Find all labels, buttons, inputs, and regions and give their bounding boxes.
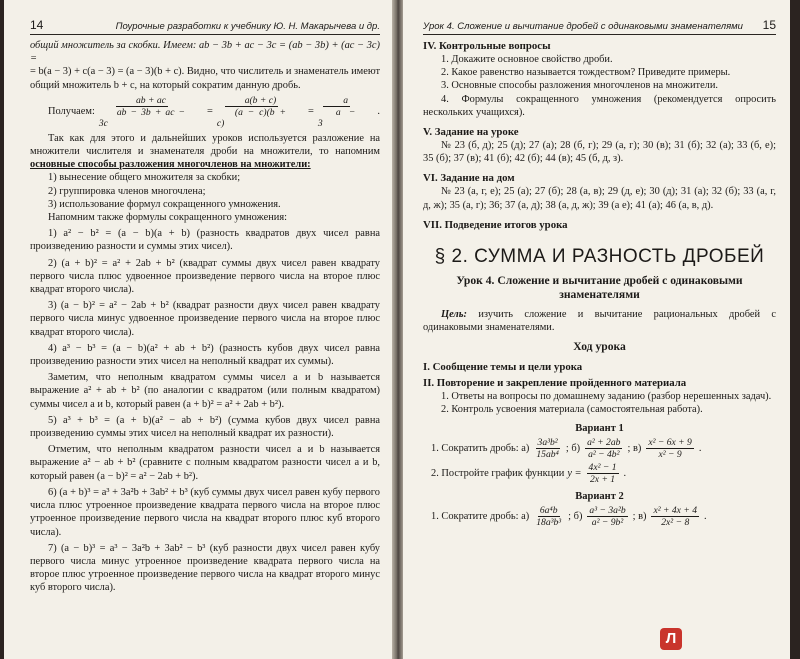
fraction	[534, 505, 563, 528]
denominator: a − 3	[317, 106, 356, 129]
section-heading: I. Сообщение темы и цели урока	[423, 361, 583, 374]
paragraph-emphasis: основные способы разложения многочленов на множители:	[30, 159, 311, 171]
paragraph	[30, 132, 380, 172]
paragraph: Отметим, что неполным квадратом разности чисел a и b называется выражение a² − ab + b² (сравните с полным квадратом разности чисел a и b, который равен (a − b)² = a² − 2ab + b²).	[30, 444, 380, 482]
section-heading: IV. Контрольные вопросы	[423, 40, 551, 52]
left-running-header	[30, 18, 380, 35]
denominator: 2x² − 8	[661, 516, 690, 528]
fraction	[585, 437, 622, 460]
list-item: 3. Основные способы разложения многочленов на множители.	[441, 80, 719, 92]
fraction	[587, 505, 627, 528]
right-page	[403, 0, 790, 659]
fraction	[534, 437, 561, 460]
denominator: 2x + 1	[589, 473, 616, 485]
list-item: 3) использование формул сокращенного умножения.	[48, 198, 281, 210]
variant-heading: Вариант 2	[575, 490, 624, 502]
denominator: a² − 4b²	[588, 448, 620, 460]
fraction	[646, 437, 694, 460]
list-item: 1) вынесение общего множителя за скобки;	[48, 172, 241, 184]
denominator: x² − 9	[658, 448, 682, 460]
numerator: 3a³b²	[537, 436, 558, 448]
formula-item: 6) (a + b)³ = a³ + 3a²b + 3ab² + b³ (куб суммы двух чисел равен кубу первого числа плюс утроенное произведение квадрата первого числа на второе плюс утроенное произведение первого числа на квадрат второго плюс куб второго числа).	[30, 486, 380, 538]
section-heading: V. Задание на уроке	[423, 126, 519, 139]
numerator: a³ − 3a²b	[589, 504, 626, 516]
numerator: ab + ac	[116, 95, 168, 107]
right-page-number: 15	[762, 18, 776, 32]
formula-item: 1) a² − b² = (a − b)(a + b) (разность квадратов двух чисел равна произведению разности и суммы этих чисел).	[30, 228, 380, 253]
list-item: 4. Формулы сокращенного умножения (рекомендуется опросить нескольких учащихся).	[423, 93, 776, 118]
goal-text: изучить сложение и вычитание рациональных дробей с одинаковыми знаменателями.	[423, 308, 776, 334]
exercise	[431, 462, 776, 485]
list-item: 2. Какое равенство называется тождеством? Приведите примеры.	[441, 67, 731, 79]
formula-item: 2) (a + b)² = a² + 2ab + b² (квадрат суммы двух чисел равен квадрату первого числа плюс удвоенное произведение первого числа на второе плюс квадрат второго числа).	[30, 257, 380, 296]
exercise-end: .	[698, 442, 702, 454]
function-lhs: y =	[567, 467, 582, 479]
denominator: 18a³b³	[536, 516, 562, 528]
exercise-end: .	[704, 510, 707, 522]
publisher-logo-icon: Л	[660, 628, 682, 650]
left-page	[4, 0, 392, 659]
variant-heading: Вариант 1	[575, 422, 624, 434]
numerator: x² + 4x + 4	[653, 504, 698, 516]
denominator: ab − 3b + ac − 3c	[98, 106, 186, 129]
paragraph: № 23 (б, д); 25 (д); 27 (а); 28 (б, г); 29 (а, г); 30 (в); 31 (б); 32 (а); 33 (б, е); 35 (б); 37 (в); 41 (б); 42 (б); 44 (в); 45 (б, д, з).	[423, 140, 776, 165]
result-formula: Получаем: $\frac{ab + ac}{ab - 3b + ac - 3c}$ = $\frac{a(b + c)}{(a - c)(b + c)}$ = $\frac{a}{a - 3}$ .	[30, 95, 380, 129]
section-heading: II. Повторение и закрепление пройденного материала	[423, 377, 687, 390]
paragraph: Заметим, что неполным квадратом суммы чисел a и b называется выражение a² + ab + b² (по аналогии с квадратом (или полным квадратом) суммы чисел a и b, который равен (a + b)² = a² + 2ab + b²).	[30, 372, 380, 410]
list-item: 1. Докажите основное свойство дроби.	[441, 54, 613, 65]
numerator: 6a⁴b	[539, 504, 558, 516]
numerator: 4x² − 1	[588, 461, 617, 473]
fraction	[651, 505, 699, 528]
left-page-number: 14	[30, 18, 44, 32]
fraction	[97, 95, 187, 129]
goal-paragraph	[423, 308, 776, 334]
left-header-title: Поурочные разработки к учебнику Ю. Н. Макарычева и др.	[115, 21, 380, 32]
numerator: a	[323, 95, 350, 107]
denominator: 15ab⁴	[536, 448, 559, 460]
denominator: a² − 9b²	[591, 516, 624, 528]
goal-label: Цель:	[441, 308, 467, 320]
fraction	[316, 95, 358, 129]
paragraph-text: Так как для этого и дальнейших уроков используется разложение на множители числителя и знаменателя дроби на множители, то напомним	[30, 132, 380, 158]
chapter-section-title: § 2. СУММА И РАЗНОСТЬ ДРОБЕЙ	[434, 245, 765, 267]
course-heading: Ход урока	[573, 340, 626, 354]
list-item: 2) группировка членов многочлена;	[48, 185, 206, 197]
paragraph: Напомним также формулы сокращенного умножения:	[48, 212, 287, 224]
paragraph: общий множитель за скобки. Имеем: ab − 3b + ac − 3c = (ab − 3b) + (ac − 3c) =	[30, 40, 380, 65]
list-item: 2. Контроль усвоения материала (самостоятельная работа).	[441, 404, 703, 416]
right-header-title: Урок 4. Сложение и вычитание дробей с одинаковыми знаменателями	[423, 21, 743, 32]
exercise-label: 1. Сократить дробь: а)	[431, 442, 530, 454]
formula-item: 4) a³ − b³ = (a − b)(a² + ab + b²) (разность кубов двух чисел равна произведению разности этих чисел на неполный квадрат их суммы).	[30, 342, 380, 368]
exercise-label: ; б)	[565, 442, 581, 454]
fraction	[215, 95, 288, 129]
exercise	[431, 437, 776, 460]
paragraph: № 23 (а, г, е); 25 (а); 27 (б); 28 (а, в); 29 (д, е); 30 (д); 31 (а); 32 (б); 33 (а, г, д, ж); 35 (а, г); 36; 37 (а, д); 38 (а, д, ж); 39 (а е); 41 (а); 46 (а, в, д).	[423, 186, 776, 211]
fraction	[587, 462, 619, 485]
exercise	[431, 505, 776, 528]
lesson-title: Урок 4. Сложение и вычитание дробей с одинаковыми знаменателями	[456, 273, 743, 301]
right-running-header	[423, 18, 776, 35]
numerator: x² − 6x + 9	[648, 436, 692, 448]
exercise-label: ; б)	[568, 510, 583, 522]
exercise-label: ; в)	[632, 510, 647, 522]
section-heading: VI. Задание на дом	[423, 172, 515, 185]
formula-item: 5) a³ + b³ = (a + b)(a² − ab + b²) (сумма кубов двух чисел равна произведению суммы этих чисел на неполный квадрат их разности).	[30, 414, 380, 440]
paragraph: = b(a − 3) + c(a − 3) = (a − 3)(b + c). Видно, что числитель и знаменатель имеют общий множитель b + c, на который сократим данную дробь.	[30, 66, 380, 91]
formula-item: 7) (a − b)³ = a³ − 3a²b + 3ab² − b³ (куб разности двух чисел равен кубу первого числа минус утроенное произведение квадрата первого числа на второе плюс утроенное произведение первого числа на квадрат второго минус куб второго числа).	[30, 542, 380, 594]
denominator: (a − c)(b + c)	[216, 106, 286, 129]
list-item: 1. Ответы на вопросы по домашнему заданию (разбор нерешенных задач).	[441, 391, 772, 403]
book-gutter	[392, 0, 403, 659]
numerator: a(b + c)	[225, 95, 279, 107]
formula-lead: Получаем:	[48, 106, 95, 118]
exercise-end: .	[623, 467, 627, 479]
exercise-label: 2. Постройте график функции	[431, 467, 565, 479]
exercise-label: 1. Сократите дробь: а)	[431, 510, 530, 522]
exercise-label: ; в)	[627, 442, 642, 454]
numerator: a² + 2ab	[587, 436, 621, 448]
formula-item: 3) (a − b)² = a² − 2ab + b² (квадрат разности двух чисел равен квадрату первого числа минус удвоенное произведение первого числа на второе плюс квадрат второго числа).	[30, 300, 380, 338]
section-heading: VII. Подведение итогов урока	[423, 218, 568, 231]
